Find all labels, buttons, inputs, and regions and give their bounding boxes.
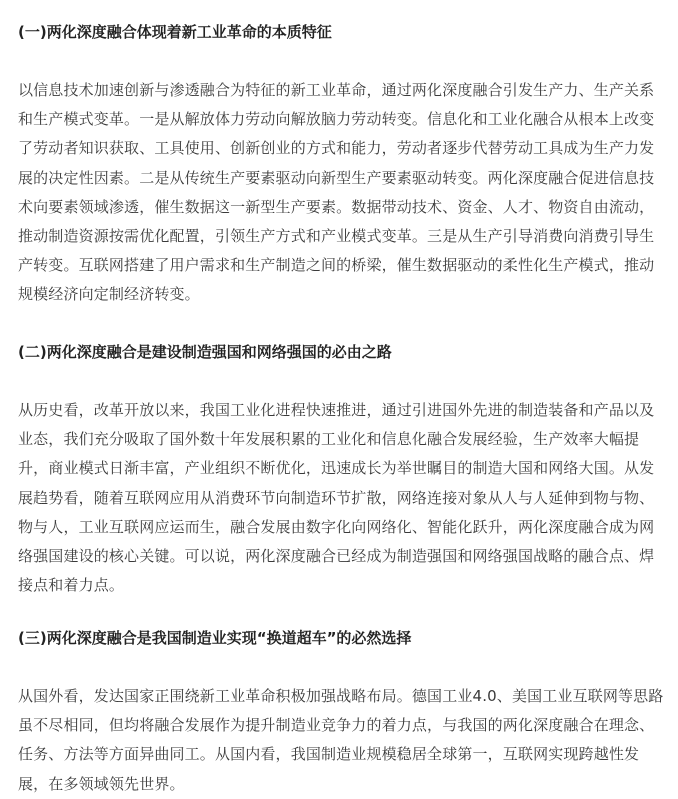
section-paragraph-3: 从国外看，发达国家正围绕新工业革命积极加强战略布局。德国工业4.0、美国工业互联网等思路虽不尽相同，但均将融合发展作为提升制造业竞争力的着力点，与我国的两化深度融合在理念、任务、方法等方面异曲同工。从国内看，我国制造业规模稳居全球第一，互联网实现跨越性发展，在多领域领先世界。 (18, 687, 664, 793)
section-heading-1: (一)两化深度融合体现着新工业革命的本质特征 (18, 23, 332, 41)
section-paragraph-2: 从历史看，改革开放以来，我国工业化进程快速推进，通过引进国外先进的制造装备和产品以及业态，我们充分吸取了国外数十年发展积累的工业化和信息化融合发展经验，生产效率大幅提升，商业模式日渐丰富，产业组织不断优化，迅速成长为举世瞩目的制造大国和网络大国。从发展趋势看，随着互联网应用从消费环节向制造环节扩散，网络连接对象从人与人延伸到物与物、物与人，工业互联网应运而生，融合发展由数字化向网络化、智能化跃升，两化深度融合成为网络强国建设的核心关键。可以说，两化深度融合已经成为制造强国和网络强国战略的融合点、焊接点和着力点。 (18, 401, 655, 595)
section-paragraph-1: 以信息技术加速创新与渗透融合为特征的新工业革命，通过两化深度融合引发生产力、生产关系和生产模式变革。一是从解放体力劳动向解放脑力劳动转变。信息化和工业化融合从根本上改变了劳动者知识获取、工具使用、创新创业的方式和能力，劳动者逐步代替劳动工具成为生产力发展的决定性因素。二是从传统生产要素驱动向新型生产要素驱动转变。两化深度融合促进信息技术向要素领域渗透，催生数据这一新型生产要素。数据带动技术、资金、人才、物资自由流动，推动制造资源按需优化配置，引领生产方式和产业模式变革。三是从生产引导消费向消费引导生产转变。互联网搭建了用户需求和生产制造之间的桥梁，催生数据驱动的柔性化生产模式，推动规模经济向定制经济转变。 (18, 81, 655, 304)
section-heading-2: (二)两化深度融合是建设制造强国和网络强国的必由之路 (18, 343, 392, 361)
section-heading-3: (三)两化深度融合是我国制造业实现“换道超车”的必然选择 (18, 629, 412, 647)
